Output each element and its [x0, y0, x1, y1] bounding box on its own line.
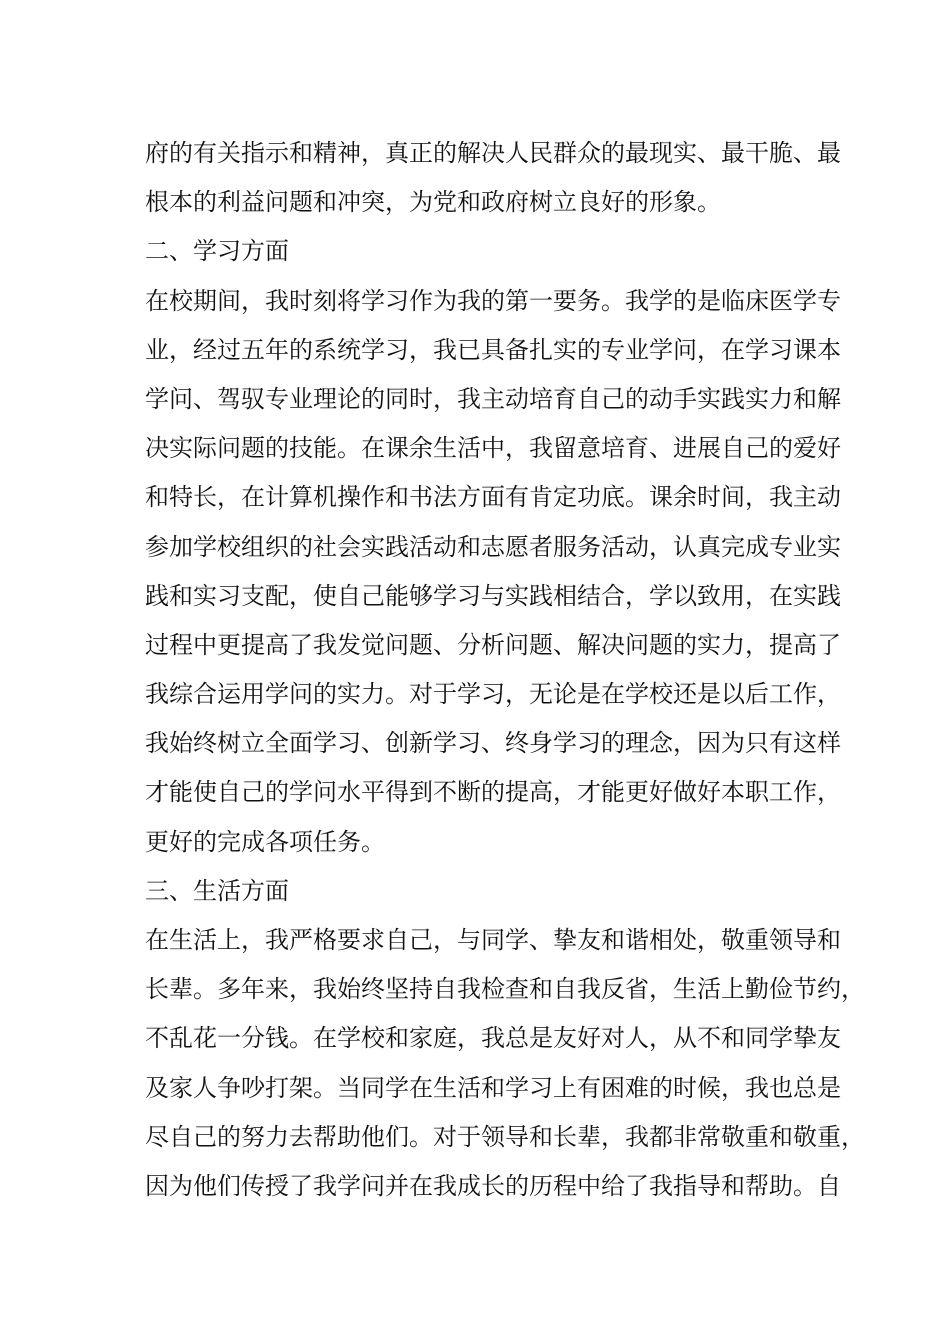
body-line: 过程中更提高了我发觉问题、分析问题、解决问题的实力，提高了 [145, 630, 841, 659]
body-line: 长辈。多年来，我始终坚持自我检查和自我反省，生活上勤俭节约， [145, 975, 865, 1004]
body-line: 在生活上，我严格要求自己，与同学、挚友和谐相处，敬重领导和 [145, 926, 841, 954]
body-line: 更好的完成各项任务。 [145, 827, 385, 856]
body-line: 我始终树立全面学习、创新学习、终身学习的理念，因为只有这样 [145, 729, 841, 758]
body-line: 决实际问题的技能。在课余生活中，我留意培育、进展自己的爱好 [145, 434, 841, 463]
body-line: 府的有关指示和精神，真正的解决人民群众的最现实、最干脆、最 [145, 139, 841, 167]
body-line: 及家人争吵打架。当同学在生活和学习上有困难的时候，我也总是 [145, 1073, 841, 1102]
body-line: 尽自己的努力去帮助他们。对于领导和长辈，我都非常敬重和敬重， [145, 1122, 865, 1151]
body-line: 业，经过五年的系统学习，我已具备扎实的专业学问，在学习课本 [145, 335, 841, 364]
body-line: 在校期间，我时刻将学习作为我的第一要务。我学的是临床医学专 [145, 286, 841, 315]
body-line: 参加学校组织的社会实践活动和志愿者服务活动，认真完成专业实 [145, 532, 841, 561]
body-line: 不乱花一分钱。在学校和家庭，我总是友好对人，从不和同学挚友 [145, 1024, 841, 1053]
body-line: 根本的利益问题和冲突，为党和政府树立良好的形象。 [145, 188, 721, 217]
body-line: 我综合运用学问的实力。对于学习，无论是在学校还是以后工作， [145, 680, 841, 709]
body-line: 学问、驾驭专业理论的同时，我主动培育自己的动手实践实力和解 [145, 384, 841, 413]
section-heading: 三、生活方面 [145, 876, 289, 905]
body-line: 践和实习支配，使自己能够学习与实践相结合，学以致用，在实践 [145, 581, 841, 610]
body-line: 才能使自己的学问水平得到不断的提高，才能更好做好本职工作， [145, 778, 841, 807]
body-line: 因为他们传授了我学问并在我成长的历程中给了我指导和帮助。自 [145, 1171, 841, 1200]
document-body [145, 129, 865, 1211]
body-line: 和特长，在计算机操作和书法方面有肯定功底。课余时间，我主动 [145, 483, 841, 512]
section-heading: 二、学习方面 [145, 237, 289, 266]
